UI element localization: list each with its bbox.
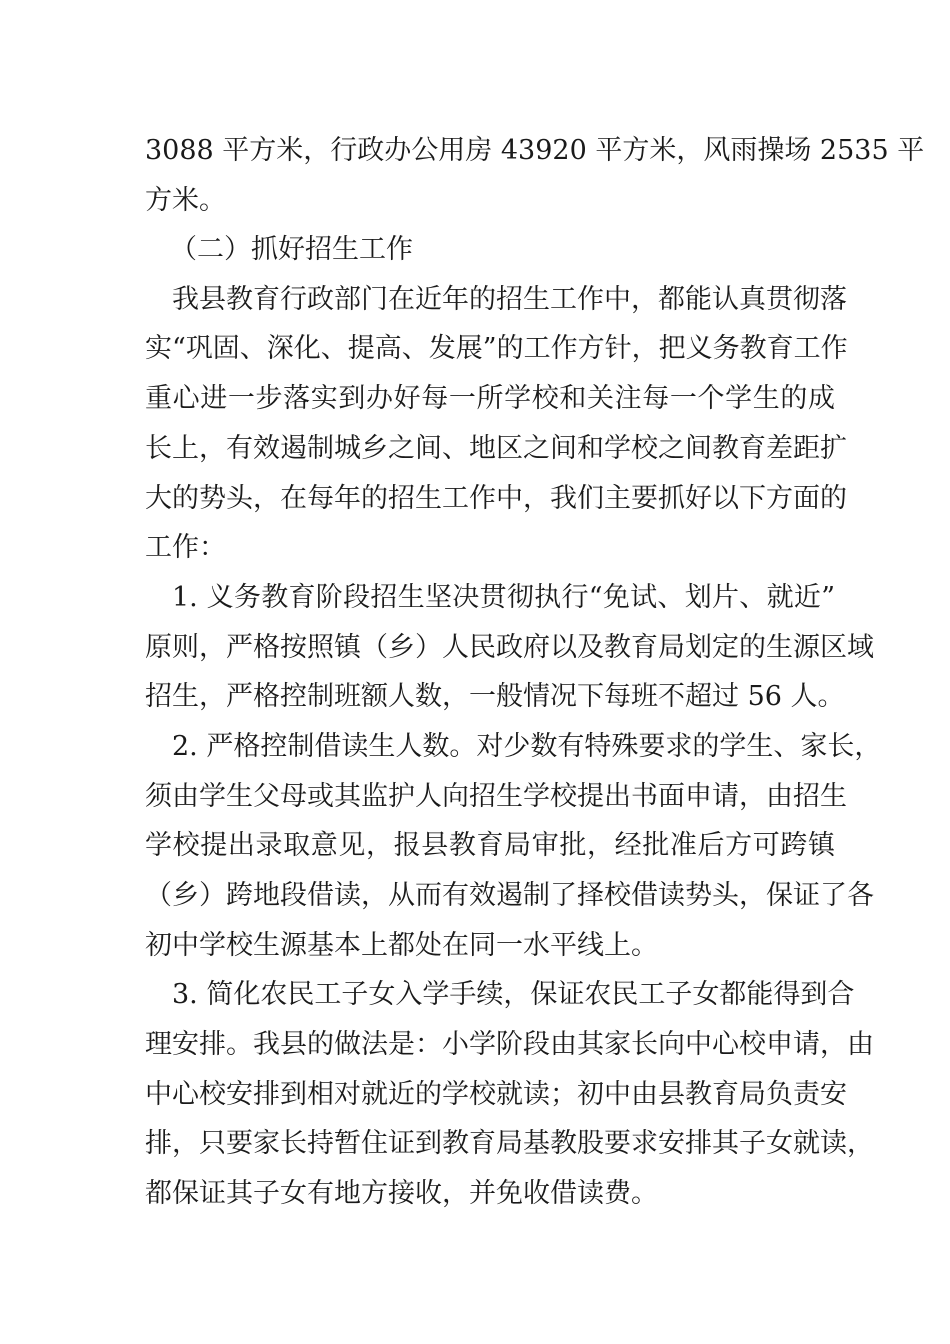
text-line: 大的势头，在每年的招生工作中，我们主要抓好以下方面的 xyxy=(145,483,847,514)
text-line: 3088 平方米，行政办公用房 43920 平方米，风雨操场 2535 平 xyxy=(145,135,925,166)
text-line: 重心进一步落实到办好每一所学校和关注每一个学生的成 xyxy=(145,383,835,414)
text-line: 实“巩固、深化、提高、发展”的工作方针，把义务教育工作 xyxy=(145,333,848,364)
section-heading: （二）抓好招生工作 xyxy=(170,234,413,265)
text-line: 中心校安排到相对就近的学校就读；初中由县教育局负责安 xyxy=(145,1079,847,1110)
text-line: 工作： xyxy=(145,532,226,563)
list-item-1: 1. 义务教育阶段招生坚决贯彻执行“免试、划片、就近” xyxy=(172,582,835,613)
text-line: 我县教育行政部门在近年的招生工作中，都能认真贯彻落 xyxy=(172,284,847,315)
list-item-3: 3. 简化农民工子女入学手续，保证农民工子女都能得到合 xyxy=(172,979,855,1010)
text-line: 原则，严格按照镇（乡）人民政府以及教育局划定的生源区域 xyxy=(145,632,874,663)
text-line: 须由学生父母或其监护人向招生学校提出书面申请，由招生 xyxy=(145,781,847,812)
text-line: 排，只要家长持暂住证到教育局基教股要求安排其子女就读， xyxy=(145,1128,874,1159)
text-line: 长上，有效遏制城乡之间、地区之间和学校之间教育差距扩 xyxy=(145,433,847,464)
text-line: 学校提出录取意见，报县教育局审批，经批准后方可跨镇 xyxy=(145,830,835,861)
text-line: 方米。 xyxy=(145,185,226,216)
text-line: （乡）跨地段借读，从而有效遏制了择校借读势头，保证了各 xyxy=(145,880,874,911)
text-line: 招生，严格控制班额人数，一般情况下每班不超过 56 人。 xyxy=(145,681,845,712)
text-line: 理安排。我县的做法是：小学阶段由其家长向中心校申请，由 xyxy=(145,1029,874,1060)
text-line: 初中学校生源基本上都处在同一水平线上。 xyxy=(145,930,658,961)
text-line: 都保证其子女有地方接收，并免收借读费。 xyxy=(145,1178,658,1209)
list-item-2: 2. 严格控制借读生人数。对少数有特殊要求的学生、家长， xyxy=(172,731,882,762)
